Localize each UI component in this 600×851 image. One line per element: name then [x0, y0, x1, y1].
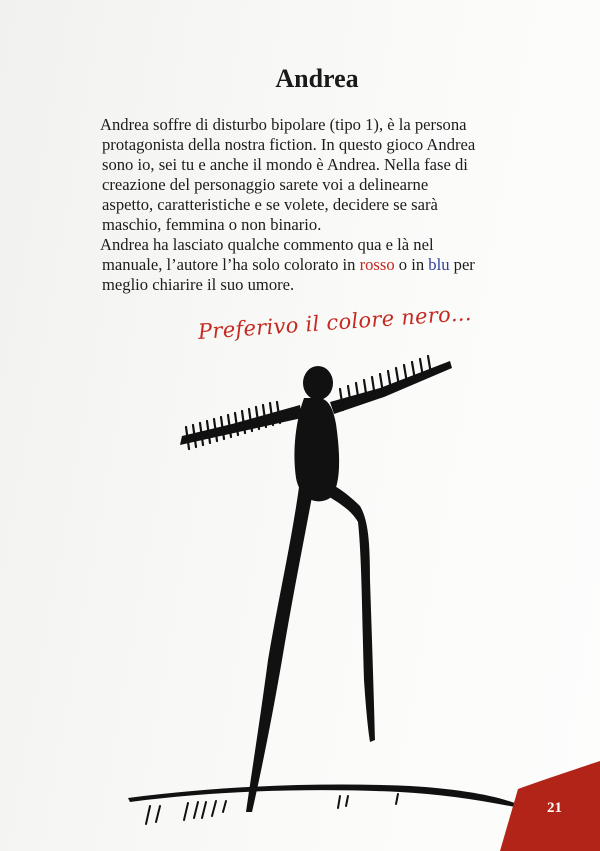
paragraph-1: [100, 115, 540, 235]
text-line: aspetto, caratteristiche e se volete, decidere se sarà: [102, 195, 438, 214]
body-text: [100, 115, 540, 295]
ground-line: [128, 785, 522, 825]
text-line: sono io, sei tu e anche il mondo è Andrea. Nella fase di: [102, 155, 468, 174]
blue-word: blu: [428, 255, 450, 274]
handwritten-note: Preferivo il colore nero...: [197, 300, 473, 344]
red-word: rosso: [359, 255, 395, 274]
text-line: Andrea ha lasciato qualche commento qua e là nel: [100, 235, 434, 254]
text-line: maschio, femmina o non binario.: [102, 215, 322, 234]
text-line: protagonista della nostra fiction. In questo gioco Andrea: [102, 135, 476, 154]
text-fragment: manuale, l’autore l’ha solo colorato in: [102, 255, 360, 274]
text-fragment: per: [449, 255, 475, 274]
page-number: 21: [547, 800, 562, 816]
text-line: creazione del personaggio sarete voi a delinearne: [102, 175, 429, 194]
figure-right-leg: [318, 480, 375, 742]
figure-head: [303, 366, 333, 400]
text-line: [100, 255, 540, 275]
page-title: Andrea: [275, 64, 359, 93]
paragraph-2: [100, 235, 540, 295]
figure-left-leg: [246, 480, 314, 812]
text-fragment: o in: [394, 255, 429, 274]
text-line: meglio chiarire il suo umore.: [102, 275, 295, 294]
text-line: Andrea soffre di disturbo bipolare (tipo 1), è la persona: [100, 115, 467, 134]
